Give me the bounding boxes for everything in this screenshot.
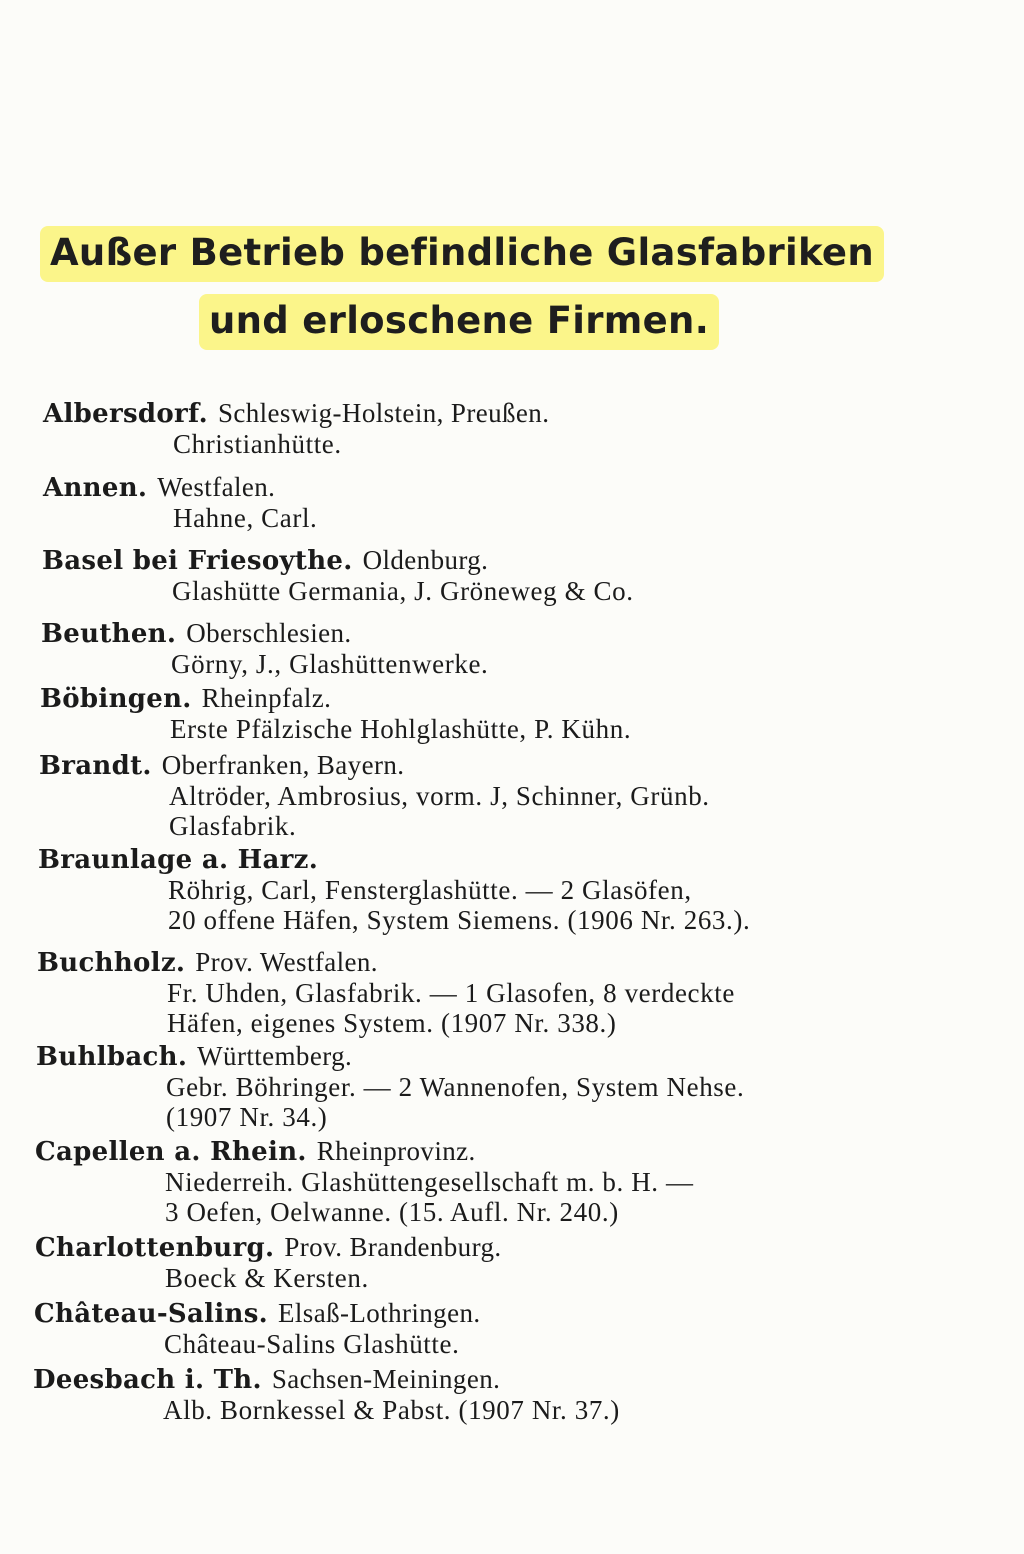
- entry-region: Prov. Brandenburg.: [284, 1232, 502, 1262]
- entry-place: Braunlage a. Harz.: [38, 845, 319, 875]
- entry-detail: 3 Oefen, Oelwanne. (15. Aufl. Nr. 240.): [165, 1197, 619, 1227]
- entry-place: Buchholz.: [37, 948, 186, 978]
- list-item: [43, 472, 317, 533]
- list-item: [39, 750, 710, 841]
- entry-detail: Glasfabrik.: [169, 811, 297, 841]
- entry-region: Westfalen.: [157, 472, 276, 502]
- entry-place: Annen.: [43, 473, 148, 503]
- list-item: [41, 618, 488, 679]
- entry-detail: Château-Salins Glashütte.: [164, 1329, 460, 1359]
- heading-line-1: Außer Betrieb befindliche Glasfabriken: [40, 226, 884, 282]
- entry-region: Oberschlesien.: [186, 618, 352, 648]
- entry-region: Oberfranken, Bayern.: [161, 750, 405, 780]
- entry-detail: Altröder, Ambrosius, vorm. J, Schinner, Grünb.: [169, 781, 710, 811]
- entry-place: Château-Salins.: [34, 1299, 269, 1329]
- entry-place: Buhlbach.: [36, 1042, 188, 1072]
- entry-place: Böbingen.: [40, 684, 192, 714]
- entry-detail: Fr. Uhden, Glasfabrik. — 1 Glasofen, 8 verdeckte: [167, 978, 735, 1008]
- entry-detail: Boeck & Kersten.: [165, 1263, 369, 1293]
- list-item: [35, 1136, 694, 1227]
- entry-region: Rheinprovinz.: [316, 1136, 476, 1166]
- list-item: [37, 947, 735, 1038]
- entry-place: Capellen a. Rhein.: [35, 1137, 307, 1167]
- list-item: [42, 545, 634, 606]
- entry-detail: Röhrig, Carl, Fensterglashütte. — 2 Glasöfen,: [168, 875, 692, 905]
- entry-place: Deesbach i. Th.: [33, 1365, 262, 1395]
- entry-detail: Erste Pfälzische Hohlglashütte, P. Kühn.: [170, 714, 632, 744]
- entry-detail: Niederreih. Glashüttengesellschaft m. b. H. —: [165, 1167, 694, 1197]
- entry-detail: Christianhütte.: [173, 429, 342, 459]
- entry-region: Prov. Westfalen.: [195, 947, 378, 977]
- entry-detail: Häfen, eigenes System. (1907 Nr. 338.): [167, 1008, 617, 1038]
- entry-region: Sachsen-Meiningen.: [271, 1364, 501, 1394]
- list-item: [38, 844, 750, 935]
- list-item: [40, 683, 631, 744]
- heading-line-2: und erloschene Firmen.: [199, 294, 719, 350]
- entry-place: Basel bei Friesoythe.: [42, 546, 353, 576]
- entry-place: Beuthen.: [41, 619, 177, 649]
- list-item: [33, 1364, 620, 1425]
- list-item: [43, 398, 549, 459]
- entry-region: Elsaß-Lothringen.: [278, 1298, 481, 1328]
- entry-detail: (1907 Nr. 34.): [166, 1102, 328, 1132]
- entry-region: Oldenburg.: [362, 545, 489, 575]
- entry-detail: Gebr. Böhringer. — 2 Wannenofen, System Nehse.: [166, 1072, 745, 1102]
- entry-detail: Hahne, Carl.: [173, 503, 318, 533]
- entry-place: Albersdorf.: [43, 399, 208, 429]
- list-item: [34, 1298, 481, 1359]
- list-item: [35, 1232, 502, 1293]
- entry-detail: Alb. Bornkessel & Pabst. (1907 Nr. 37.): [163, 1395, 620, 1425]
- entry-region: Schleswig-Holstein, Preußen.: [217, 398, 550, 428]
- entry-region: Württemberg.: [197, 1041, 353, 1071]
- entry-place: Charlottenburg.: [35, 1233, 275, 1263]
- entry-detail: Glashütte Germania, J. Gröneweg & Co.: [172, 576, 634, 606]
- list-item: [36, 1041, 744, 1132]
- entry-detail: Görny, J., Glashüttenwerke.: [171, 649, 489, 679]
- entry-place: Brandt.: [39, 751, 152, 781]
- entry-detail: 20 offene Häfen, System Siemens. (1906 Nr. 263.).: [168, 905, 751, 935]
- entry-region: Rheinpfalz.: [201, 683, 332, 713]
